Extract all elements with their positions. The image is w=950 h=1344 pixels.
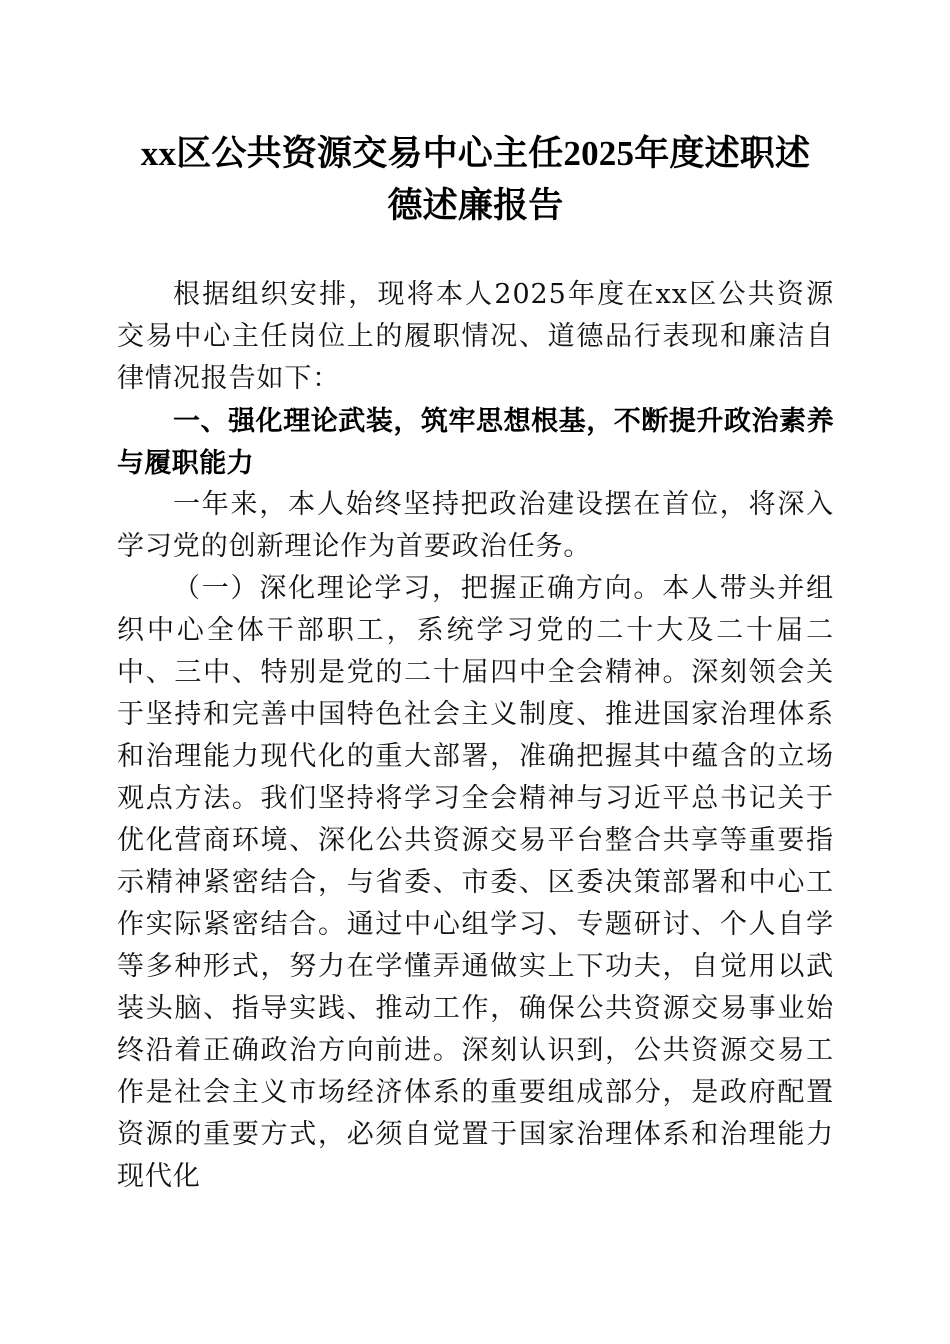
section-heading-1: 一、强化理论武装，筑牢思想根基，不断提升政治素养与履职能力	[117, 406, 834, 478]
page-title-line-1: xx区公共资源交易中心主任2025年度述职述	[140, 134, 811, 173]
section-1-subsection-1-paragraph: （一）深化理论学习，把握正确方向。本人带头并组织中心全体干部职工，系统学习党的二十大及二十届二中、三中、特别是党的二十届四中全会精神。深刻领会关于坚持和完善中国特色社会主义制度、推进国家治理体系和治理能力现代化的重大部署，准确把握其中蕴含的立场观点方法。我们坚持将学习全会精神与习近平总书记关于优化营商环境、深化公共资源交易平台整合共享等重要指示精神紧密结合，与省委、市委、区委决策部署和中心工作实际紧密结合。通过中心组学习、专题研讨、个人自学等多种形式，努力在学懂弄通做实上下功夫，自觉用以武装头脑、指导实践、推动工作，确保公共资源交易事业始终沿着正确政治方向前进。深刻认识到，公共资源交易工作是社会主义市场经济体系的重要组成部分，是政府配置资源的重要方式，必须自觉置于国家治理体系和治理能力现代化	[117, 573, 834, 1192]
document-body	[117, 0, 834, 1198]
section-1-lead-paragraph: 一年来，本人始终坚持把政治建设摆在首位，将深入学习党的创新理论作为首要政治任务。	[117, 489, 834, 562]
intro-paragraph: 根据组织安排，现将本人2025年度在xx区公共资源交易中心主任岗位上的履职情况、道德品行表现和廉洁自律情况报告如下：	[117, 279, 834, 394]
page-title-line-2: 德述廉报告	[387, 186, 564, 225]
page-title	[117, 0, 834, 232]
